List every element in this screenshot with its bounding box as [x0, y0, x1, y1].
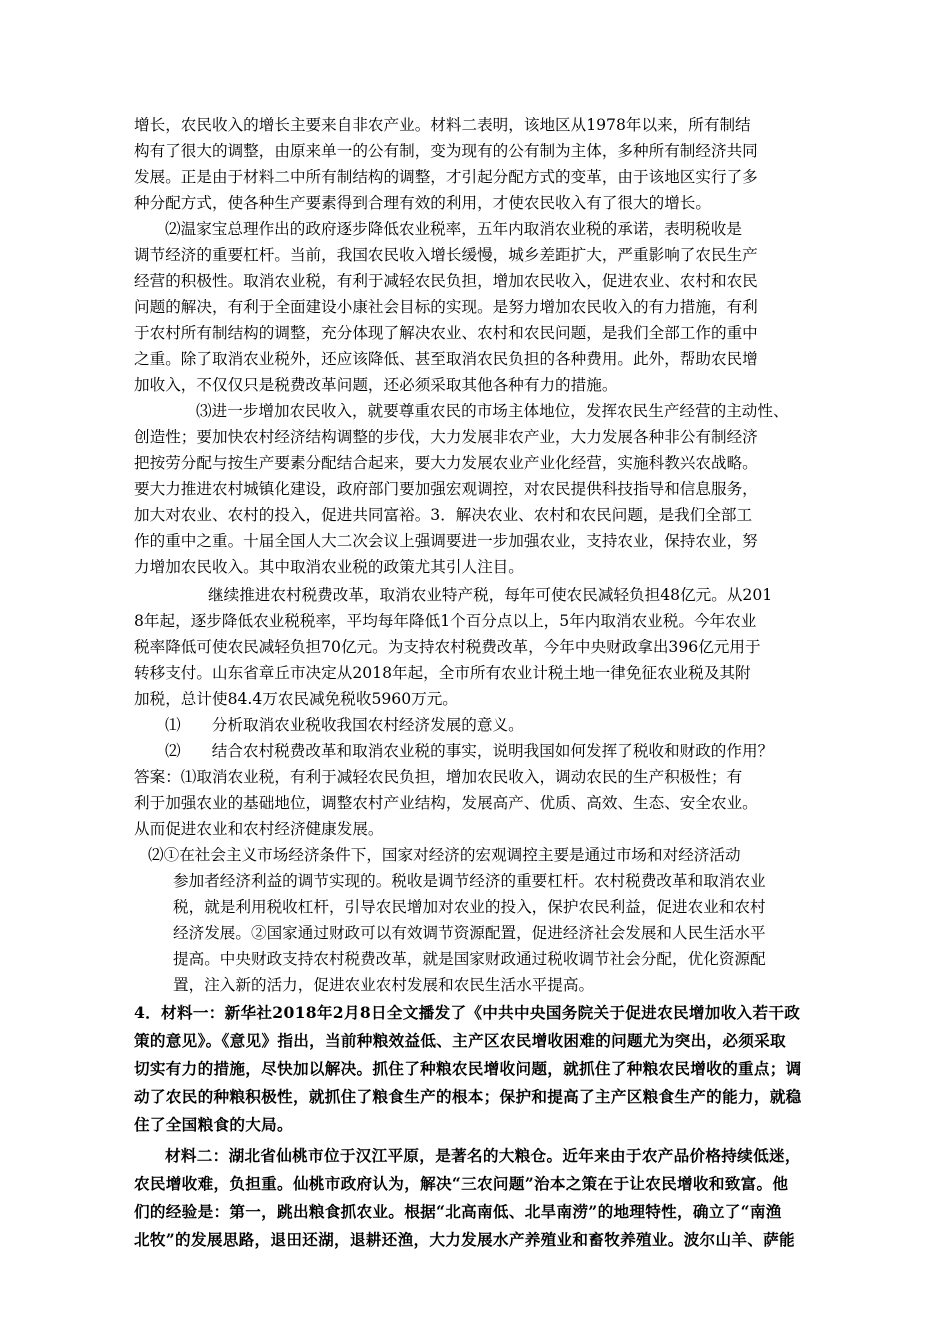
text-line: 加税，总计使84.4万农民减免税收5960万元。 [134, 690, 458, 708]
text-line: 于农村所有制结构的调整，充分体现了解决农业、农村和农民问题，是我们全部工作的重中 [134, 324, 758, 342]
text-line: 创造性；要加快农村经济结构调整的步伐，大力发展非农产业，大力发展各种非公有制经济 [134, 428, 758, 446]
text-line: 税率降低可使农民减轻负担70亿元。为支持农村税费改革，今年中央财政拿出396亿元用于 [134, 638, 761, 656]
text-line: 经济发展。②国家通过财政可以有效调节资源配置，促进经济社会发展和人民生活水平 [173, 924, 766, 942]
text-line: 材料二：湖北省仙桃市位于汉江平原，是著名的大粮仓。近年来由于农产品价格持续低迷， [165, 1146, 801, 1165]
text-line: 置，注入新的活力，促进农业农村发展和农民生活水平提高。 [173, 976, 595, 994]
text-line: 力增加农民收入。其中取消农业税的政策尤其引人注目。 [134, 558, 524, 576]
text-line: ⑶进一步增加农民收入，就要尊重农民的市场主体地位，发挥农民生产经营的主动性、 [196, 402, 789, 420]
text-line: 8年起，逐步降低农业税税率，平均每年降低1个百分点以上，5年内取消农业税。今年农业 [134, 612, 757, 630]
question-item: ⑵ 结合农村税费改革和取消农业税的事实，说明我国如何发挥了税收和财政的作用？ [165, 742, 774, 760]
text-line: 北牧”的发展思路，退田还湖，退耕还渔，大力发展水产养殖业和畜牧养殖业。波尔山羊、萨能 [134, 1230, 795, 1249]
text-line: 构有了很大的调整，由原来单一的公有制，变为现有的公有制为主体，多种所有制经济共同 [134, 142, 758, 160]
question-heading: 4．材料一：新华社2018年2月8日全文播发了《中共中央国务院关于促进农民增加收入若干政 [134, 1003, 801, 1022]
text-line: 策的意见》。《意见》指出，当前种粮效益低、主产区农民增收困难的问题尤为突出，必须采取 [134, 1031, 786, 1050]
text-line: 们的经验是：第一，跳出粮食抓农业。根据“北高南低、北旱南涝”的地理特性，确立了“南渔 [134, 1202, 782, 1221]
text-line: ⑵①在社会主义市场经济条件下，国家对经济的宏观调控主要是通过市场和对经济活动 [148, 846, 741, 864]
text-line: 种分配方式，使各种生产要素得到合理有效的利用，才使农民收入有了很大的增长。 [134, 194, 711, 212]
text-line: 加大对农业、农村的投入，促进共同富裕。3．解决农业、农村和农民问题，是我们全部工 [134, 506, 753, 524]
text-line: 动了农民的种粮积极性，就抓住了粮食生产的根本；保护和提高了主产区粮食生产的能力，就稳 [134, 1087, 802, 1106]
text-line: 继续推进农村税费改革，取消农业特产税，每年可使农民减轻负担48亿元。从201 [208, 586, 773, 604]
text-line: 提高。中央财政支持农村税费改革，就是国家财政通过税收调节社会分配，优化资源配 [173, 950, 766, 968]
text-line: 农民增收难，负担重。仙桃市政府认为，解决“三农问题”治本之策在于让农民增收和致富。他 [134, 1174, 789, 1193]
text-line: 把按劳分配与按生产要素分配结合起来，要大力发展农业产业化经营，实施科教兴农战略。 [134, 454, 758, 472]
text-line: 利于加强农业的基础地位，调整农村产业结构，发展高产、优质、高效、生态、安全农业。 [134, 794, 758, 812]
text-line: 增长，农民收入的增长主要来自非农产业。材料二表明，该地区从1978年以来，所有制结 [134, 116, 751, 134]
text-line: 发展。正是由于材料二中所有制结构的调整，才引起分配方式的变革，由于该地区实行了多 [134, 168, 758, 186]
text-line: 参加者经济利益的调节实现的。税收是调节经济的重要杠杆。农村税费改革和取消农业 [173, 872, 766, 890]
text-line: 切实有力的措施，尽快加以解决。抓住了种粮农民增收问题，就抓住了种粮农民增收的重点；调 [134, 1059, 802, 1078]
text-line: 经营的积极性。取消农业税，有利于减轻农民负担，增加农民收入，促进农业、农村和农民 [134, 272, 758, 290]
text-line: 从而促进农业和农村经济健康发展。 [134, 820, 384, 838]
text-line: 要大力推进农村城镇化建设，政府部门要加强宏观调控，对农民提供科技指导和信息服务， [134, 480, 758, 498]
text-line: 作的重中之重。十届全国人大二次会议上强调要进一步加强农业，支持农业，保持农业，努 [134, 532, 758, 550]
text-line: 加收入，不仅仅只是税费改革问题，还必须采取其他各种有力的措施。 [134, 376, 618, 394]
text-line: 住了全国粮食的大局。 [134, 1115, 293, 1134]
text-line: 之重。除了取消农业税外，还应该降低、甚至取消农民负担的各种费用。此外，帮助农民增 [134, 350, 758, 368]
text-line: 税，就是利用税收杠杆，引导农民增加对农业的投入，保护农民利益，促进农业和农村 [173, 898, 766, 916]
text-line: 转移支付。山东省章丘市决定从2018年起，全市所有农业计税土地一律免征农业税及其附 [134, 664, 751, 682]
question-item: ⑴ 分析取消农业税收我国农村经济发展的意义。 [165, 716, 524, 734]
text-line: ⑵温家宝总理作出的政府逐步降低农业税率，五年内取消农业税的承诺，表明税收是 [165, 220, 742, 238]
text-line: 问题的解决，有利于全面建设小康社会目标的实现。是努力增加农民收入的有力措施，有利 [134, 298, 758, 316]
answer-line: 答案：⑴取消农业税，有利于减轻农民负担，增加农民收入，调动农民的生产积极性；有 [134, 768, 743, 786]
text-line: 调节经济的重要杠杆。当前，我国农民收入增长缓慢，城乡差距扩大，严重影响了农民生产 [134, 246, 758, 264]
